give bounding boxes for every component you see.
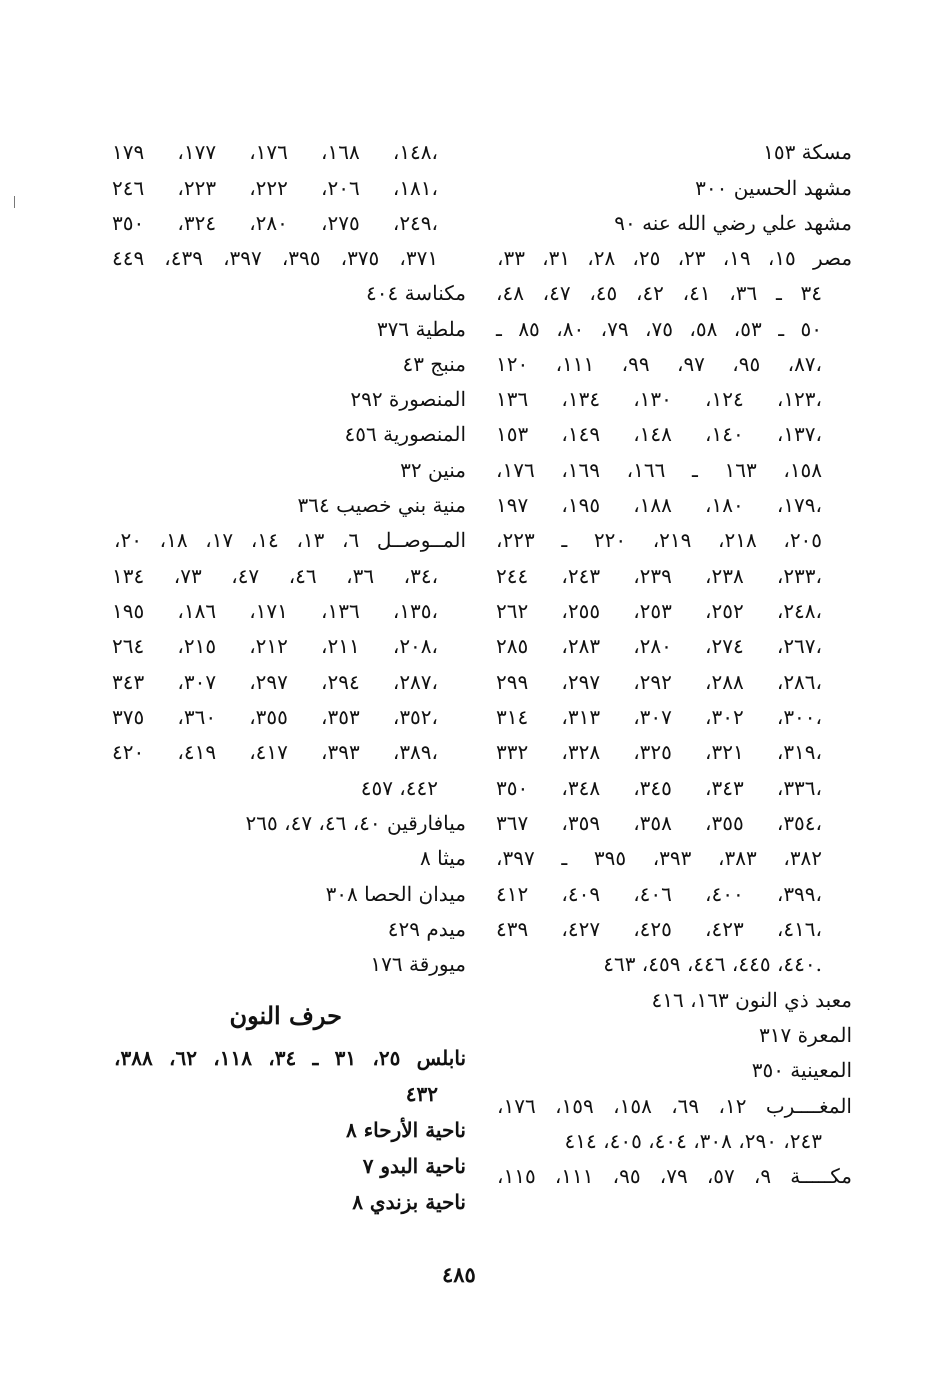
index-continuation: ٣٣٦، ٣٤٣، ٣٤٥، ٣٤٨، ٣٥٠، [496, 776, 823, 800]
index-continuation: ٢٠٨، ٢١١، ٢١٢، ٢١٥، ٢٦٤، [112, 634, 439, 658]
index-entry: منية بني خصيب ٣٦٤ [297, 493, 466, 517]
index-continuation: ٣٧١، ٣٧٥، ٣٩٥، ٣٩٧، ٤٣٩، ٤٤٩ [112, 246, 439, 270]
index-continuation: ٣٠٠، ٣٠٢، ٣٠٧، ٣١٣، ٣١٤، [496, 705, 823, 729]
index-continuation: ٢٣٣، ٢٣٨، ٢٣٩، ٢٤٣، ٢٤٤، [496, 564, 823, 588]
index-continuation: ١٧٩، ١٨٠، ١٨٨، ١٩٥، ١٩٧، [496, 493, 823, 517]
page-number: ٤٨٥ [442, 1262, 476, 1287]
index-entry: نابلس ٢٥، ٣١ ـ ٣٤، ١١٨، ٦٢، ٣٨٨، [114, 1046, 467, 1070]
index-entry: ملطية ٣٧٦ [376, 317, 466, 341]
index-entry: منبج ٤٣ [402, 352, 466, 376]
index-entry: مكـــــة ٩، ٥٧، ٧٩، ٩٥، ١١١، ١١٥، [497, 1164, 853, 1188]
index-continuation: ٥٠ ـ ٥٣، ٥٨، ٧٥، ٧٩، ٨٠، ٨٥ ـ [496, 317, 822, 341]
index-continuation: ٤٤٢، ٤٥٧ [360, 776, 438, 800]
index-entry: ناحية بزندي ٨ [352, 1190, 466, 1214]
margin-mark [14, 196, 15, 208]
index-entry: معبد ذي النون ١٦٣، ٤١٦ [651, 988, 852, 1012]
index-continuation: ٣٨٢، ٣٨٣، ٣٩٣، ٣٩٥ ـ ٣٩٧، [496, 846, 823, 870]
index-entry: مكناسة ٤٠٤ [366, 281, 466, 305]
index-entry: المنصورة ٢٩٢ [350, 387, 466, 411]
index-continuation: ٣٩٩، ٤٠٠، ٤٠٦، ٤٠٩، ٤١٢، [496, 882, 823, 906]
index-entry: ناحية البدو ٧ [362, 1154, 466, 1178]
index-continuation: ١٢٣، ١٢٤، ١٣٠، ١٣٤، ١٣٦، [496, 387, 823, 411]
index-continuation: ١٥٨، ١٦٣ ـ ١٦٦، ١٦٩، ١٧٦، [496, 458, 823, 482]
index-continuation: ٤١٦، ٤٢٣، ٤٢٥، ٤٢٧، ٤٣٩، [496, 917, 823, 941]
index-continuation: ٨٧، ٩٥، ٩٧، ٩٩، ١١١، ١٢٠، [496, 352, 823, 376]
index-entry: ناحية الأرحاء ٨ [346, 1118, 466, 1142]
index-entry: ميثا ٨ [420, 846, 466, 870]
index-continuation: ٢٦٧، ٢٧٤، ٢٨٠، ٢٨٣، ٢٨٥، [496, 634, 823, 658]
index-continuation: ١٤٨، ١٦٨، ١٧٦، ١٧٧، ١٧٩، [112, 140, 439, 164]
index-continuation: ٣٤ ـ ٣٦، ٤١، ٤٢، ٤٥، ٤٧، ٤٨، [496, 281, 823, 305]
index-entry: مشهد علي رضي الله عنه ٩٠ [614, 211, 852, 235]
index-continuation: ٢٤٣، ٢٩٠، ٣٠٨، ٤٠٤، ٤٠٥، ٤١٤ [564, 1129, 822, 1153]
index-continuation: ٣٤، ٣٦، ٤٦، ٤٧، ٧٣، ١٣٤، [112, 564, 439, 588]
index-entry: منين ٣٢ [400, 458, 466, 482]
index-entry: مشهد الحسين ٣٠٠ [695, 176, 852, 200]
index-entry: ميدم ٤٢٩ [387, 917, 466, 941]
index-entry: ميافارقين ٤٠، ٤٦، ٤٧، ٢٦٥ [245, 811, 466, 835]
index-continuation: ٣٥٤، ٣٥٥، ٣٥٨، ٣٥٩، ٣٦٧، [496, 811, 823, 835]
index-continuation: ٣٥٢، ٣٥٣، ٣٥٥، ٣٦٠، ٣٧٥، [112, 705, 439, 729]
index-entry: المنصورية ٤٥٦ [344, 422, 466, 446]
index-continuation: ٣٨٩، ٣٩٣، ٤١٧، ٤١٩، ٤٢٠، [112, 740, 439, 764]
section-heading: حرف النون [229, 1001, 342, 1030]
index-continuation: ١٣٧، ١٤٠، ١٤٨، ١٤٩، ١٥٣، [496, 422, 823, 446]
index-continuation: ٣١٩، ٣٢١، ٣٢٥، ٣٢٨، ٣٣٢، [496, 740, 823, 764]
index-continuation: ١٨١، ٢٠٦، ٢٢٢، ٢٢٣، ٢٤٦، [112, 176, 439, 200]
index-continuation: ٤٣٢ [405, 1082, 438, 1106]
index-continuation: ١٣٥، ١٣٦، ١٧١، ١٨٦، ١٩٥، [112, 599, 439, 623]
index-continuation: ٢٨٦، ٢٨٨، ٢٩٢، ٢٩٧، ٢٩٩، [496, 670, 823, 694]
index-continuation: ٢٤٨، ٢٥٢، ٢٥٣، ٢٥٥، ٢٦٢، [496, 599, 823, 623]
index-entry: المعرة ٣١٧ [759, 1023, 852, 1047]
index-entry: ميورقة ١٧٦ [370, 952, 466, 976]
index-entry: المغــــرب ١٢، ٦٩، ١٥٨، ١٥٩، ١٧٦، [497, 1094, 852, 1118]
index-entry: المــوصــل ٦، ١٣، ١٤، ١٧، ١٨، ٢٠، [114, 528, 467, 552]
index-continuation: ٢٨٧، ٢٩٤، ٢٩٧، ٣٠٧، ٣٤٣، [112, 670, 439, 694]
index-entry: مسكة ١٥٣ [763, 140, 852, 164]
index-continuation: ٢٤٩، ٢٧٥، ٢٨٠، ٣٢٤، ٣٥٠، [112, 211, 439, 235]
index-entry: ميدان الحصا ٣٠٨ [325, 882, 466, 906]
index-continuation: ٢٠٥، ٢١٨، ٢١٩، ٢٢٠ ـ ٢٢٣، [496, 528, 823, 552]
index-entry: مصر ١٥، ١٩، ٢٣، ٢٥، ٢٨، ٣١، ٣٣، [497, 246, 853, 270]
index-entry: المعينية ٣٥٠ [751, 1058, 852, 1082]
index-continuation: ٤٤٠، ٤٤٥، ٤٤٦، ٤٥٩، ٤٦٣. [603, 952, 822, 976]
